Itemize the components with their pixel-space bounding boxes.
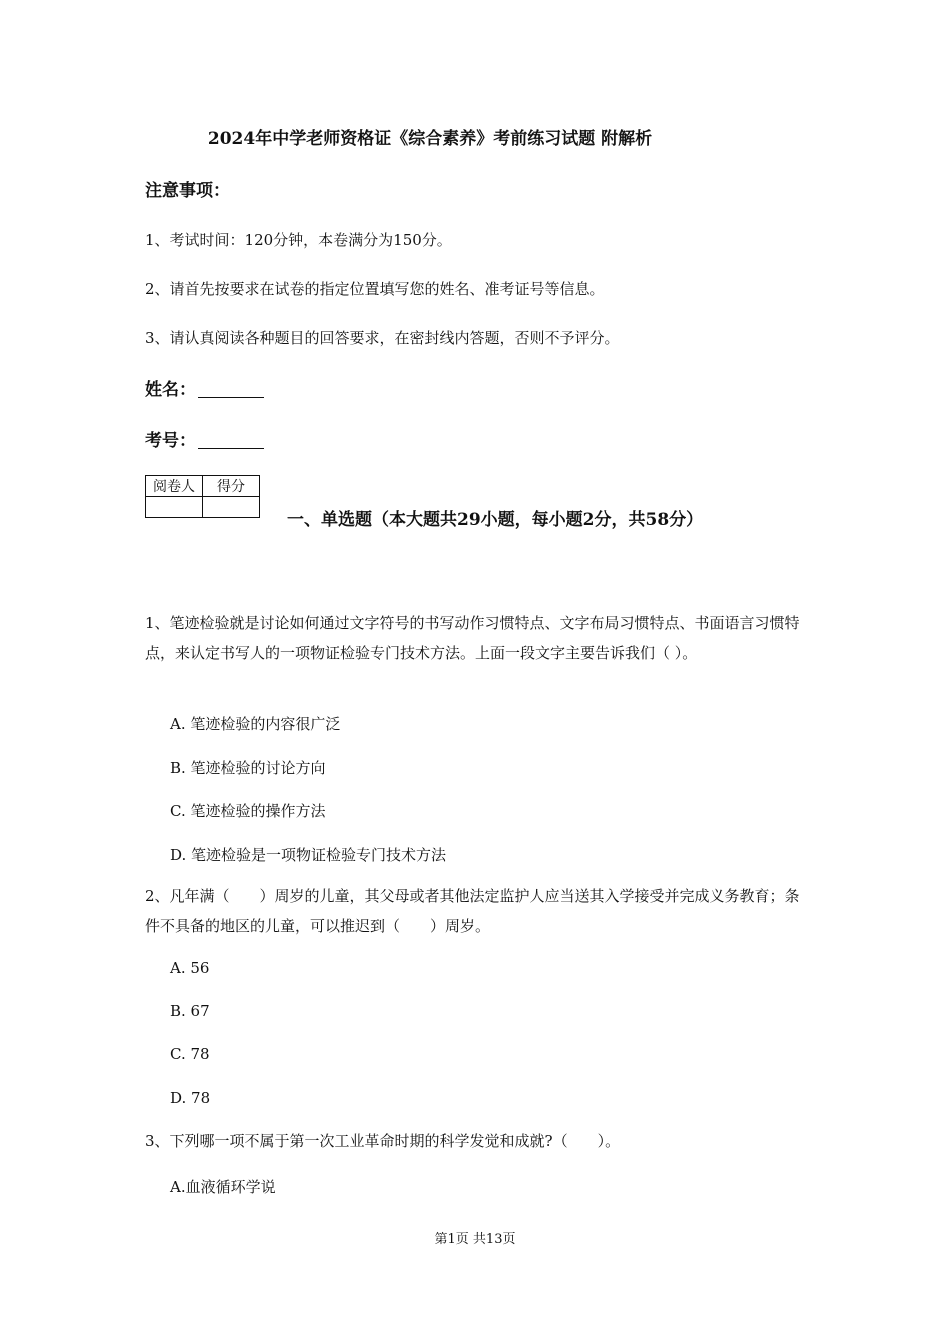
- score-table: [145, 475, 260, 518]
- question-option: C. 78: [170, 1045, 210, 1063]
- question-stem: 1、笔迹检验就是讨论如何通过文字符号的书写动作习惯特点、文字布局习惯特点、书面语言习惯特点，来认定书写人的一项物证检验专门技术方法。上面一段文字主要告诉我们（ ）。: [145, 614, 800, 662]
- score-header: 得分: [203, 476, 260, 497]
- question-option: D. 笔迹检验是一项物证检验专门技术方法: [170, 846, 447, 864]
- question-stem: 2、凡年满（ ）周岁的儿童，其父母或者其他法定监护人应当送其入学接受并完成义务教育；条件不具备的地区的儿童，可以推迟到（ ）周岁。: [145, 887, 800, 935]
- notice-item: 3、请认真阅读各种题目的回答要求，在密封线内答题，否则不予评分。: [145, 329, 620, 347]
- question-option: A. 56: [170, 959, 210, 977]
- grader-cell: [146, 497, 203, 518]
- question-option: C. 笔迹检验的操作方法: [170, 802, 326, 820]
- section-heading: 一、单选题（本大题共29小题，每小题2分，共58分）: [287, 510, 704, 530]
- exam-number-blank[interactable]: [198, 432, 264, 449]
- notice-item: 2、请首先按要求在试卷的指定位置填写您的姓名、准考证号等信息。: [145, 280, 605, 298]
- document-title: 2024年中学老师资格证《综合素养》考前练习试题 附解析: [207, 129, 653, 149]
- page-footer: 第1页 共13页: [434, 1232, 516, 1247]
- grader-header: 阅卷人: [146, 476, 203, 497]
- question-stem: 3、下列哪一项不属于第一次工业革命时期的科学发觉和成就?（ ）。: [145, 1132, 621, 1150]
- exam-number-label: 考号：: [145, 431, 196, 451]
- notice-item: 1、考试时间：120分钟，本卷满分为150分。: [145, 231, 452, 249]
- question-option: B. 笔迹检验的讨论方向: [170, 759, 326, 777]
- question-option: A.血液循环学说: [170, 1178, 276, 1196]
- question-option: D. 78: [170, 1089, 211, 1107]
- notice-heading: 注意事项：: [145, 181, 230, 201]
- name-blank[interactable]: [198, 381, 264, 398]
- question-option: B. 67: [170, 1002, 210, 1020]
- name-field: [145, 375, 264, 400]
- score-cell: [203, 497, 260, 518]
- name-label: 姓名：: [145, 380, 196, 400]
- question-option: A. 笔迹检验的内容很广泛: [170, 715, 341, 733]
- exam-number-field: [145, 426, 264, 451]
